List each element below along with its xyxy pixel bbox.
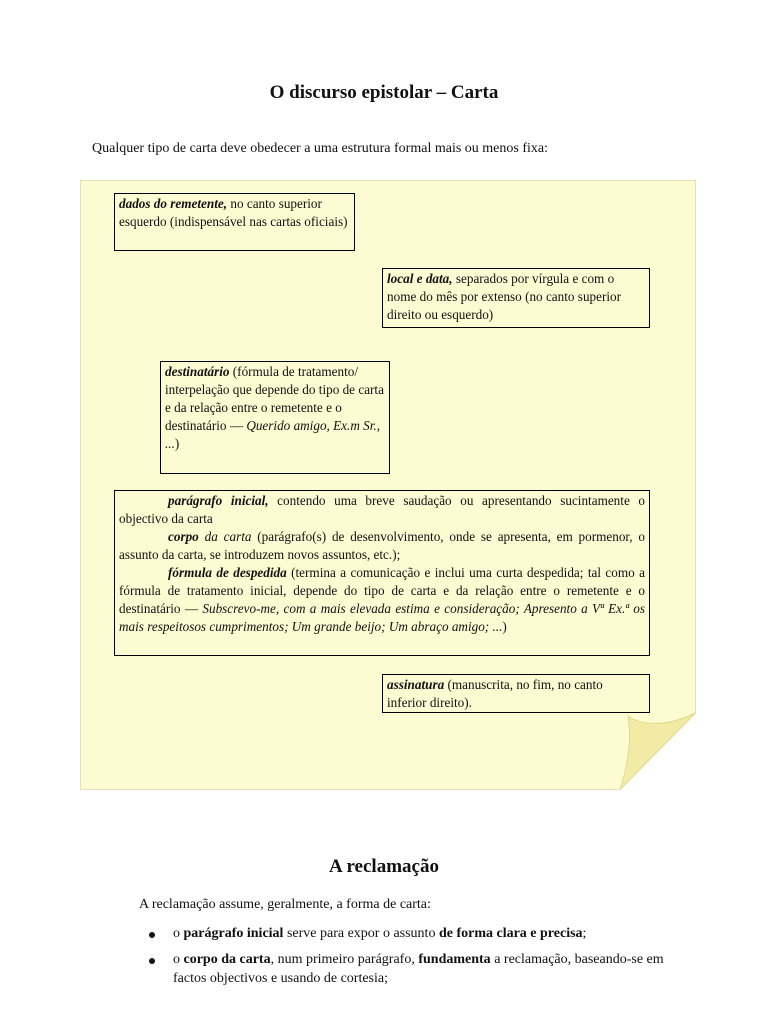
bullet2-b: corpo da carta bbox=[183, 952, 271, 967]
italic-da-carta: da carta bbox=[198, 529, 252, 544]
paragraph-corpo bbox=[119, 528, 645, 564]
paragraph-despedida bbox=[119, 564, 645, 636]
examples-despedida: Subscrevo-me, com a mais elevada estima e consideração; Apresento a Vª Ex.ª os mais respeitosos cumprimentos; Um grande beijo; Um abraço amigo; ... bbox=[119, 601, 645, 634]
term-paragrafo-inicial: parágrafo inicial, bbox=[168, 493, 269, 508]
term-destinatario: destinatário bbox=[165, 364, 230, 379]
bullet1-c: serve para expor o assunto bbox=[283, 926, 439, 941]
term-local-data: local e data, bbox=[387, 271, 453, 286]
bullet2-c: , num primeiro parágrafo, bbox=[270, 952, 419, 967]
bullet-icon bbox=[149, 932, 155, 938]
bullet1-e: ; bbox=[582, 926, 587, 941]
text-formula-despedida: (termina a comunicação e inclui uma curta despedida; tal como a fórmula de tratamento inicial, depende do tipo de carta e da relação entre o remetente e o destinatário — bbox=[119, 565, 645, 616]
intro-paragraph: Qualquer tipo de carta deve obedecer a uma estrutura formal mais ou menos fixa: bbox=[92, 141, 548, 156]
text-remetente: no canto superior esquerdo (indispensável nas cartas oficiais) bbox=[119, 196, 348, 229]
list-item bbox=[145, 924, 665, 943]
paragraph-inicial bbox=[119, 492, 645, 528]
examples-destinatario: Querido amigo, Ex.m Sr., ... bbox=[165, 418, 381, 451]
section-intro-reclamacao: A reclamação assume, geralmente, a forma de carta: bbox=[139, 897, 431, 912]
term-formula-despedida: fórmula de despedida bbox=[168, 565, 287, 580]
text-corpo: (parágrafo(s) de desenvolvimento, onde se apresenta, em pormenor, o assunto da carta, se introduzem novos assuntos, etc.); bbox=[119, 529, 645, 562]
close-despedida: ) bbox=[502, 619, 507, 634]
text-paragrafo-inicial: contendo uma breve saudação ou apresentando sucintamente o objectivo da carta bbox=[119, 493, 645, 526]
term-remetente: dados do remetente, bbox=[119, 196, 228, 211]
bullet1-d: de forma clara e precisa bbox=[438, 926, 583, 941]
page-title: O discurso epistolar – Carta bbox=[269, 82, 499, 103]
bullet1-a: o bbox=[173, 926, 184, 941]
bullet-icon bbox=[149, 958, 155, 964]
box-assinatura bbox=[382, 674, 650, 713]
bullet2-a: o bbox=[173, 952, 184, 967]
term-corpo: corpo bbox=[168, 529, 199, 544]
close-destinatario: ) bbox=[174, 436, 180, 451]
bullet2-d: fundamenta bbox=[418, 952, 491, 967]
box-local-data bbox=[382, 268, 650, 328]
bullet1-b: parágrafo inicial bbox=[183, 926, 284, 941]
text-destinatario: (fórmula de tratamento/ interpelação que depende do tipo de carta e da relação entre o remetente e o destinatário — bbox=[165, 364, 384, 433]
box-corpo-carta bbox=[114, 490, 650, 656]
reclamacao-list bbox=[145, 924, 665, 995]
box-destinatario bbox=[160, 361, 390, 474]
text-local-data: separados por vírgula e com o nome do mês por extenso (no canto superior direito ou esquerdo) bbox=[387, 271, 622, 322]
bullet2-e: a reclamação, baseando-se em factos objectivos e usando de cortesia; bbox=[173, 952, 664, 986]
box-remetente bbox=[114, 193, 355, 251]
section-heading-reclamacao: A reclamação bbox=[329, 856, 439, 877]
term-assinatura: assinatura bbox=[387, 677, 445, 692]
text-assinatura: (manuscrita, no fim, no canto inferior direito). bbox=[387, 677, 603, 710]
list-item bbox=[145, 950, 665, 988]
page-curl bbox=[620, 713, 696, 790]
